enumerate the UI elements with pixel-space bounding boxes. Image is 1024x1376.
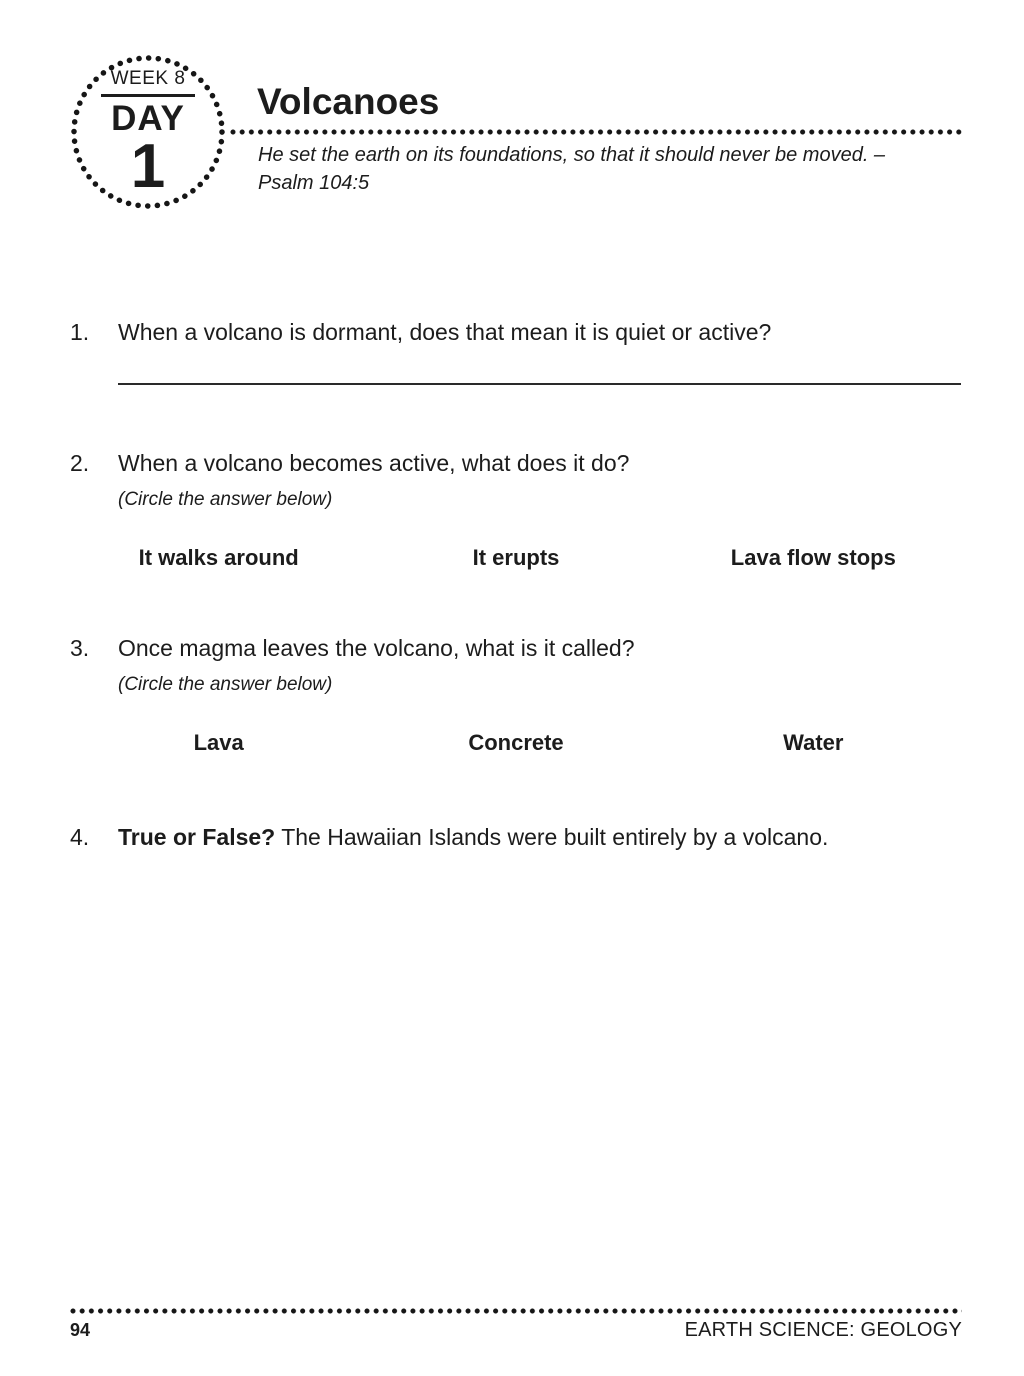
page-title: Volcanoes [257, 81, 440, 122]
scripture-quote-line1: He set the earth on its foundations, so that it should never be moved. – [258, 144, 886, 166]
book-title: EARTH SCIENCE: GEOLOGY [684, 1319, 962, 1341]
option-lava-flow-stops: Lava flow stops [730, 545, 896, 570]
question-3 [70, 633, 970, 696]
question-4 [70, 818, 970, 856]
question-4-rest: The Hawaiian Islands were built entirely by a volcano. [281, 824, 829, 850]
question-3-number: 3. [70, 635, 90, 661]
option-water: Water [783, 730, 844, 755]
question-2-hint: (Circle the answer below) [118, 489, 333, 510]
question-1 [70, 317, 970, 347]
question-2-text: When a volcano becomes active, what does it do? [118, 450, 630, 476]
option-lava: Lava [193, 730, 244, 755]
question-3-text: Once magma leaves the volcano, what is it called? [118, 635, 635, 661]
question-2-options [70, 545, 962, 571]
badge-divider [101, 94, 195, 97]
option-it-erupts: It erupts [472, 545, 560, 570]
badge-week-label: WEEK 8 [110, 68, 186, 90]
badge-day-label: DAY [111, 99, 185, 139]
option-concrete: Concrete [468, 730, 564, 755]
question-1-answer-blank [118, 383, 961, 385]
question-4-number: 4. [70, 824, 90, 850]
badge-day-number: 1 [130, 131, 166, 201]
scripture-quote-line2: Psalm 104:5 [258, 172, 370, 194]
week-day-badge [71, 55, 225, 209]
question-2 [70, 448, 970, 511]
question-4-bold-prefix: True or False? [118, 824, 276, 850]
option-it-walks-around: It walks around [138, 545, 299, 570]
question-1-text: When a volcano is dormant, does that mean it is quiet or active? [118, 319, 772, 345]
scripture-quote [258, 141, 978, 197]
question-3-options [70, 730, 962, 756]
question-2-number: 2. [70, 450, 90, 476]
header-dotted-rule [230, 129, 962, 135]
footer-dotted-rule [70, 1308, 962, 1314]
question-1-number: 1. [70, 319, 90, 345]
question-3-hint: (Circle the answer below) [118, 674, 333, 695]
badge-text [71, 55, 225, 209]
question-4-text [118, 818, 873, 856]
page-number: 94 [70, 1320, 91, 1340]
